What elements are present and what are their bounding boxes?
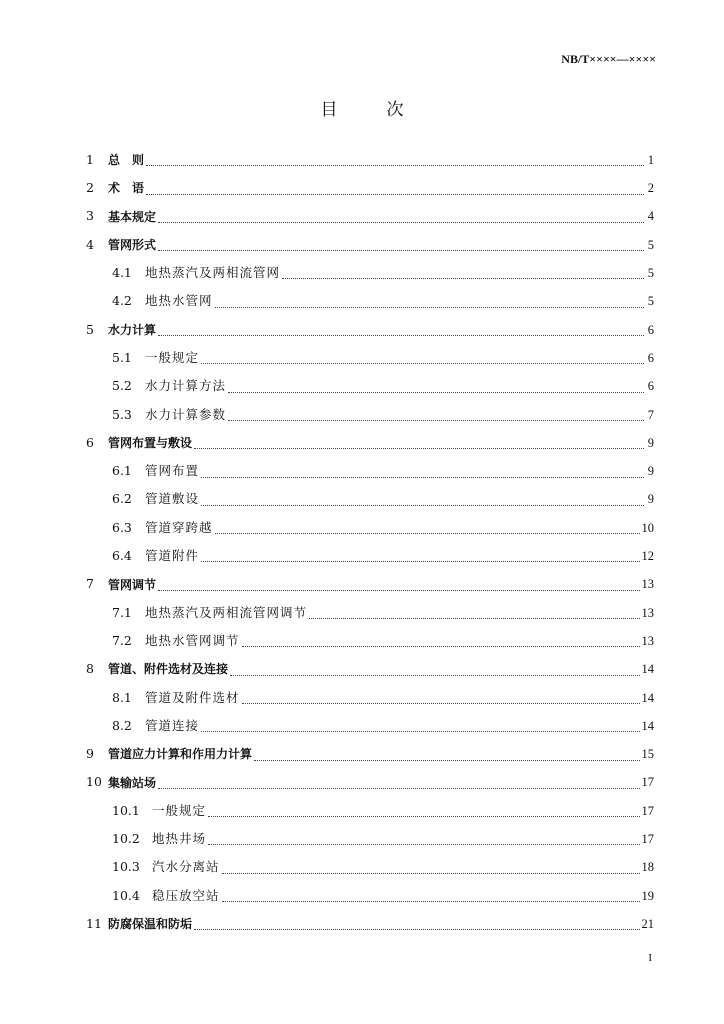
toc-entry-number: 7.1 <box>112 604 132 620</box>
toc-entry-page: 15 <box>641 747 654 762</box>
toc-entry-title: 集输站场 <box>108 775 157 790</box>
toc-entry-page: 13 <box>641 605 654 620</box>
dot-leader <box>309 617 639 619</box>
dot-leader <box>242 702 640 704</box>
toc-entry-title: 管道及附件选材 <box>145 689 240 705</box>
toc-entry-page: 13 <box>641 633 654 648</box>
toc-entry-title: 水力计算方法 <box>145 378 227 394</box>
dot-leader <box>201 476 644 478</box>
toc-entry-page: 18 <box>641 860 654 875</box>
dot-leader <box>228 419 644 421</box>
toc-entry-title: 水力计算参数 <box>145 406 227 422</box>
toc-entry[interactable] <box>86 853 654 881</box>
dot-leader <box>222 872 640 874</box>
toc-entry-number: 2 <box>86 180 94 196</box>
dot-leader <box>201 362 644 364</box>
toc-entry[interactable] <box>86 599 654 627</box>
toc-entry-number: 10.2 <box>112 831 140 847</box>
toc-entry-page: 14 <box>641 690 654 705</box>
toc-entry-title: 管道穿跨越 <box>145 519 213 535</box>
toc-entry[interactable] <box>86 316 654 344</box>
toc-entry-title: 术 语 <box>108 181 145 196</box>
dot-leader <box>222 900 640 902</box>
toc-entry-title: 防腐保温和防垢 <box>108 917 193 932</box>
toc-entry-title: 总 则 <box>108 153 145 168</box>
dot-leader <box>215 532 640 534</box>
toc-entry-number: 5 <box>86 321 94 337</box>
toc-entry-title: 管网形式 <box>108 238 157 253</box>
toc-entry-page: 9 <box>647 435 654 450</box>
toc-entry-page: 5 <box>647 266 654 281</box>
dot-leader <box>158 221 644 223</box>
toc-entry-number: 4 <box>86 236 94 252</box>
toc-entry-title: 管道连接 <box>145 717 200 733</box>
dot-leader <box>158 249 644 251</box>
toc-entry-number: 1 <box>86 151 94 167</box>
toc-entry-number: 8.2 <box>112 717 132 733</box>
toc-entry-title: 地热水管网 <box>145 293 213 309</box>
toc-entry-title: 基本规定 <box>108 209 157 224</box>
toc-entry-title: 管网调节 <box>108 577 157 592</box>
toc-entry-page: 10 <box>641 520 654 535</box>
toc-entry[interactable] <box>86 570 654 598</box>
toc-entry[interactable] <box>86 146 654 174</box>
toc-entry-page: 14 <box>641 718 654 733</box>
toc-entry-number: 5.3 <box>112 406 132 422</box>
toc-title: 目 次 <box>320 100 420 120</box>
toc-entry[interactable] <box>86 627 654 655</box>
toc-entry-number: 5.1 <box>112 349 132 365</box>
toc-entry-number: 6.4 <box>112 548 132 564</box>
toc-entry-title: 管道附件 <box>145 548 200 564</box>
toc-entry-page: 6 <box>647 322 654 337</box>
toc-entry[interactable] <box>86 825 654 853</box>
toc-entry[interactable] <box>86 259 654 287</box>
toc-entry-page: 12 <box>641 549 654 564</box>
toc-entry[interactable] <box>86 712 654 740</box>
dot-leader <box>146 193 644 195</box>
toc-entry-title: 地热蒸汽及两相流管网 <box>145 265 281 281</box>
toc-entry-number: 6.2 <box>112 491 132 507</box>
toc-entry-number: 10.4 <box>112 887 140 903</box>
dot-leader <box>194 447 644 449</box>
toc-entry[interactable] <box>86 401 654 429</box>
page-number: I <box>648 952 652 964</box>
toc-entry[interactable] <box>86 514 654 542</box>
toc-entry-title: 管网布置与敷设 <box>108 436 193 451</box>
toc-entry-number: 10.1 <box>112 802 140 818</box>
toc-entry-page: 19 <box>641 888 654 903</box>
document-code: NB/T××××—×××× <box>561 52 656 66</box>
toc-entry[interactable] <box>86 797 654 825</box>
toc-entry-page: 21 <box>641 916 654 931</box>
toc-entry-page: 2 <box>647 181 654 196</box>
toc-entry-title: 一般规定 <box>145 349 200 365</box>
dot-leader <box>201 730 639 732</box>
toc-entry-number: 3 <box>86 208 94 224</box>
toc-entry[interactable] <box>86 429 654 457</box>
dot-leader <box>215 306 644 308</box>
toc-entry-number: 7 <box>86 576 94 592</box>
toc-entry[interactable] <box>86 174 654 202</box>
toc-entry-number: 4.2 <box>112 293 132 309</box>
toc-entry-number: 10.3 <box>112 859 140 875</box>
toc-entry-number: 6.3 <box>112 519 132 535</box>
dot-leader <box>282 277 644 279</box>
toc-entry-number: 4.1 <box>112 265 132 281</box>
toc-entry-page: 13 <box>641 577 654 592</box>
dot-leader <box>194 928 639 930</box>
dot-leader <box>208 815 639 817</box>
dot-leader <box>146 164 644 166</box>
toc-entry-number: 6.1 <box>112 463 132 479</box>
toc-entry[interactable] <box>86 372 654 400</box>
toc-entry-page: 1 <box>647 152 654 167</box>
toc-entry[interactable] <box>86 344 654 372</box>
toc-entry[interactable] <box>86 684 654 712</box>
toc-entry-page: 17 <box>641 775 654 790</box>
toc-entry-number: 11 <box>86 915 102 931</box>
toc-entry-title: 一般规定 <box>152 802 207 818</box>
toc-entry[interactable] <box>86 655 654 683</box>
toc-entry[interactable] <box>86 203 654 231</box>
toc-entry[interactable] <box>86 740 654 768</box>
toc-entry[interactable] <box>86 457 654 485</box>
toc-entry-page: 17 <box>641 803 654 818</box>
toc-entry-page: 7 <box>647 407 654 422</box>
toc-entry-page: 5 <box>647 294 654 309</box>
toc-entry-number: 7.2 <box>112 632 132 648</box>
toc-entry-title: 管道应力计算和作用力计算 <box>108 747 253 762</box>
toc-entry-page: 9 <box>647 492 654 507</box>
toc-entry-title: 水力计算 <box>108 322 157 337</box>
toc-entry[interactable] <box>86 542 654 570</box>
toc-entry-title: 地热水管网调节 <box>145 632 240 648</box>
dot-leader <box>228 391 644 393</box>
dot-leader <box>158 589 639 591</box>
toc-entry-title: 管道、附件选材及连接 <box>108 662 229 677</box>
toc-entry[interactable] <box>86 486 654 514</box>
toc-entry-title: 地热井场 <box>152 831 207 847</box>
toc-entry-page: 5 <box>647 237 654 252</box>
toc-entry-number: 5.2 <box>112 378 132 394</box>
toc-entry-number: 9 <box>86 746 94 762</box>
dot-leader <box>208 843 639 845</box>
toc-entry-number: 10 <box>86 774 102 790</box>
toc-entry-page: 6 <box>647 379 654 394</box>
toc-entry-number: 8.1 <box>112 689 132 705</box>
dot-leader <box>242 645 640 647</box>
toc-entry-title: 管网布置 <box>145 463 200 479</box>
toc-entry-number: 6 <box>86 434 94 450</box>
toc-entry-title: 地热蒸汽及两相流管网调节 <box>145 604 308 620</box>
table-of-contents <box>86 146 654 938</box>
toc-entry[interactable] <box>86 910 654 938</box>
toc-entry[interactable] <box>86 769 654 797</box>
toc-entry-page: 9 <box>647 464 654 479</box>
toc-entry-page: 17 <box>641 832 654 847</box>
dot-leader <box>158 787 639 789</box>
toc-entry-title: 管道敷设 <box>145 491 200 507</box>
toc-entry-page: 4 <box>647 209 654 224</box>
dot-leader <box>230 674 639 676</box>
dot-leader <box>158 334 644 336</box>
toc-entry-number: 8 <box>86 661 94 677</box>
toc-entry[interactable] <box>86 231 654 259</box>
toc-entry[interactable] <box>86 882 654 910</box>
dot-leader <box>254 759 639 761</box>
dot-leader <box>201 560 639 562</box>
toc-entry-title: 稳压放空站 <box>152 887 220 903</box>
toc-entry-page: 6 <box>647 350 654 365</box>
dot-leader <box>201 504 644 506</box>
toc-entry-title: 汽水分离站 <box>152 859 220 875</box>
toc-entry-page: 14 <box>641 662 654 677</box>
toc-entry[interactable] <box>86 287 654 315</box>
